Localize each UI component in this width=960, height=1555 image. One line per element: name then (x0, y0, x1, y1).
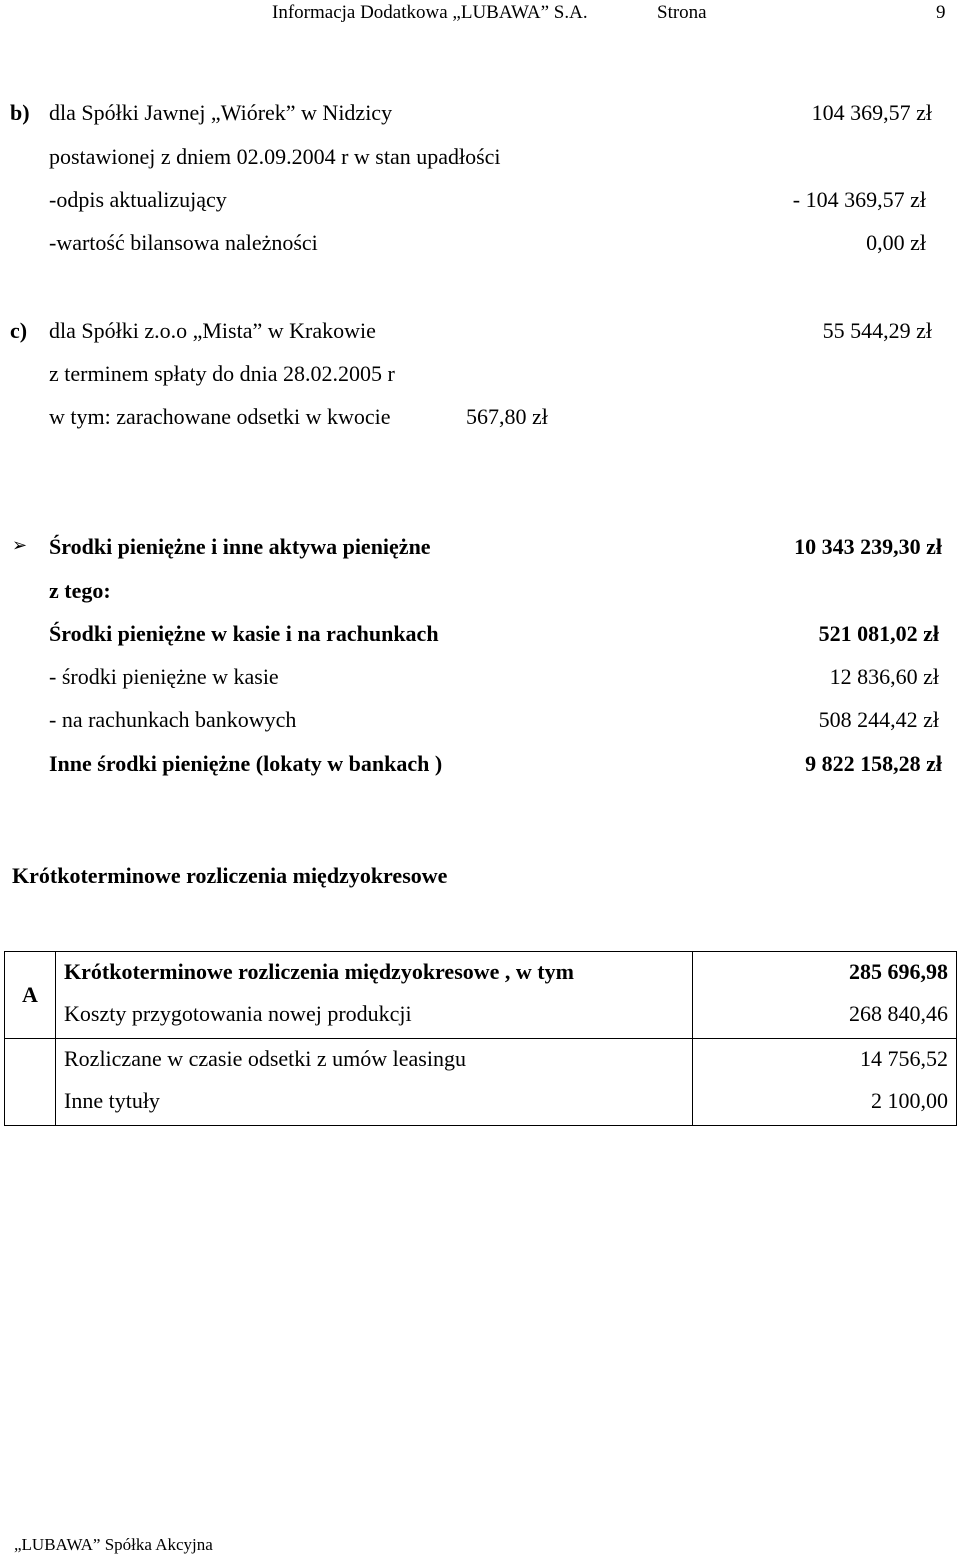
section-c-line3-value: 567,80 zł (466, 404, 548, 429)
cash-title: Środki pieniężne i inne aktywa pieniężne (49, 534, 431, 559)
section-c-marker: c) (10, 318, 28, 343)
section-b-line3-value: - 104 369,57 zł (792, 187, 926, 212)
section-b-line1: dla Spółki Jawnej „Wiórek” w Nidzicy (49, 100, 393, 125)
section-b-line2: postawionej z dniem 02.09.2004 r w stan upadłości (49, 144, 501, 169)
accruals-item-value: 268 840,46 (849, 1001, 948, 1026)
accruals-item-label: Inne tytuły (64, 1088, 160, 1113)
header-page-label: Strona (657, 2, 707, 23)
section-c-line1-value: 55 544,29 zł (822, 318, 932, 343)
accruals-value-cell (693, 952, 957, 1039)
footer-text: „LUBAWA” Spółka Akcyjna (14, 1535, 213, 1554)
cash-row-label: - na rachunkach bankowych (49, 707, 297, 732)
bullet-arrow-icon: ➢ (12, 535, 28, 556)
section-b-line4-value: 0,00 zł (866, 230, 926, 255)
table-row (5, 952, 957, 1039)
section-c-line3: w tym: zarachowane odsetki w kwocie (49, 404, 391, 429)
section-b-marker: b) (10, 100, 30, 125)
table-row (5, 1039, 957, 1126)
accruals-value-cell (693, 1039, 957, 1126)
cash-row-value: 9 822 158,28 zł (805, 751, 942, 776)
cash-row-value: 521 081,02 zł (818, 621, 939, 646)
header-page-number: 9 (936, 2, 946, 23)
header-title: Informacja Dodatkowa „LUBAWA” S.A. (272, 2, 588, 23)
cash-row-label: Środki pieniężne w kasie i na rachunkach (49, 621, 439, 646)
section-b-line4: -wartość bilansowa należności (49, 230, 318, 255)
accruals-item-value: 2 100,00 (871, 1088, 948, 1113)
cash-row-value: 508 244,42 zł (818, 707, 939, 732)
section-b-line1-value: 104 369,57 zł (811, 100, 932, 125)
accruals-letter: A (5, 952, 56, 1039)
accruals-heading: Krótkoterminowe rozliczenia międzyokresowe (12, 863, 448, 888)
accruals-total-label: Krótkoterminowe rozliczenia międzyokresowe , w tym (64, 959, 574, 984)
cash-title-value: 10 343 239,30 zł (794, 534, 942, 559)
accruals-label-cell (56, 1039, 693, 1126)
accruals-label-cell (56, 952, 693, 1039)
accruals-item-value: 14 756,52 (860, 1046, 948, 1071)
section-c-line1: dla Spółki z.o.o „Mista” w Krakowie (49, 318, 376, 343)
accruals-item-label: Rozliczane w czasie odsetki z umów leasingu (64, 1046, 466, 1071)
accruals-total-value: 285 696,98 (849, 959, 948, 984)
accruals-letter-empty (5, 1039, 56, 1126)
cash-row-value: 12 836,60 zł (829, 664, 939, 689)
cash-row-label: Inne środki pieniężne (lokaty w bankach ) (49, 751, 443, 776)
cash-z-tego: z tego: (49, 578, 111, 603)
cash-row-label: - środki pieniężne w kasie (49, 664, 279, 689)
accruals-table (4, 951, 957, 1126)
section-b-line3: -odpis aktualizujący (49, 187, 227, 212)
section-c-line2: z terminem spłaty do dnia 28.02.2005 r (49, 361, 395, 386)
accruals-item-label: Koszty przygotowania nowej produkcji (64, 1001, 412, 1026)
